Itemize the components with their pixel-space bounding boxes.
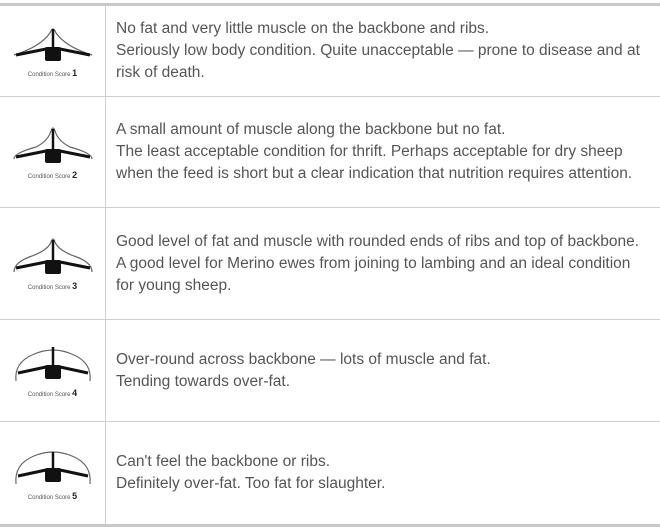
condition-score-caption: Condition Score 3 [27, 281, 78, 291]
score-4-description: Over-round across backbone — lots of muscle and fat. [116, 350, 491, 368]
condition-score-5-diagram [0, 422, 106, 524]
score-2-description: A small amount of muscle along the backbone but no fat. [116, 121, 506, 138]
score-1-description: No fat and very little muscle on the backbone and ribs. [116, 20, 490, 37]
table-row [0, 6, 660, 97]
score-1-assessment: Seriously low body condition. Quite unacceptable — prone to disease and at risk of death. [116, 42, 640, 81]
condition-score-caption: Condition Score 1 [27, 67, 78, 78]
condition-score-table [0, 3, 660, 527]
table-row [0, 422, 660, 524]
table-row [0, 208, 660, 320]
condition-score-caption: Condition Score 4 [27, 388, 78, 398]
condition-score-1-diagram [0, 6, 106, 96]
score-4-assessment: Tending towards over-fat. [116, 372, 291, 390]
table-row [0, 320, 660, 422]
condition-score-4-diagram [0, 320, 106, 421]
score-2-assessment: The least acceptable condition for thrift. Perhaps acceptable for dry sheep when the feed is short but a clear indication that nutrition requires attention. [116, 143, 633, 182]
condition-score-caption: Condition Score 5 [27, 490, 78, 501]
condition-score-3-diagram [0, 208, 106, 319]
score-5-description: Can't feel the backbone or ribs. [116, 453, 331, 470]
condition-score-caption: Condition Score 2 [27, 169, 78, 180]
score-3-assessment: A good level for Merino ewes from joining to lambing and an ideal condition for young sheep. [116, 254, 631, 294]
table-row [0, 97, 660, 208]
score-3-description: Good level of fat and muscle with rounded ends of ribs and top of backbone. [116, 232, 640, 250]
score-5-assessment: Definitely over-fat. Too fat for slaughter. [116, 475, 386, 492]
condition-score-2-diagram [0, 97, 106, 207]
